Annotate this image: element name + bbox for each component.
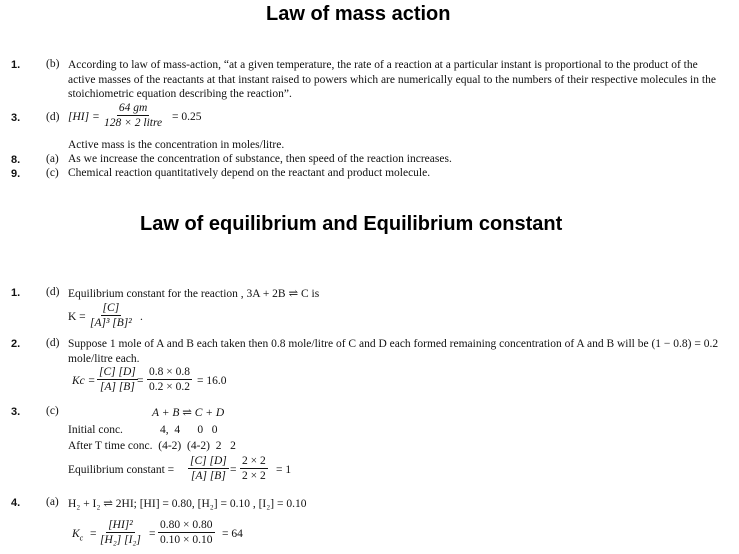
row-after-time: After T time conc. (4-2) (4-2) 2 2 <box>68 440 236 452</box>
result: = 0.25 <box>172 111 202 123</box>
denominator: [H₂] [I₂] <box>100 534 141 547</box>
answer-option: (d) <box>46 286 60 298</box>
answer-explanation: Suppose 1 mole of A and B each taken then 0.8 mole/litre of C and D each formed remaining concentration of A and B will be (1 − 0.8) = 0.2 mole/litre each. <box>68 338 719 365</box>
answer-explanation: Chemical reaction quantitatively depend on the reactant and product molecule. <box>68 167 431 179</box>
question-number: 9. <box>11 168 21 180</box>
equals-sign: = <box>90 528 97 540</box>
result: = 64 <box>222 528 243 540</box>
denominator: 0.10 × 0.10 <box>160 534 213 547</box>
row-values: 4, 4 0 0 <box>160 424 218 436</box>
numerator: 2 × 2 <box>240 455 268 469</box>
fraction <box>98 519 143 546</box>
equals-sign: = <box>230 464 237 476</box>
answer-explanation: Equilibrium constant for the reaction , 3A + 2B ⇌ C is <box>68 288 320 300</box>
question-number: 3. <box>11 406 21 418</box>
section-title-equilibrium: Law of equilibrium and Equilibrium constant <box>140 213 563 235</box>
numerator: [C] [D] <box>188 455 229 469</box>
answer-explanation: As we increase the concentration of substance, then speed of the reaction increases. <box>68 153 452 165</box>
equation-lhs: Kc = <box>72 375 96 387</box>
answer-option: (a) <box>46 153 59 165</box>
numerator: [HI]² <box>106 519 135 533</box>
numerator: [C] <box>101 302 122 316</box>
kc-symbol: K <box>72 528 80 540</box>
denominator: [A]³ [B]² <box>90 317 132 330</box>
question-number: 2. <box>11 338 21 350</box>
answer-option: (a) <box>46 496 59 508</box>
question-number: 1. <box>11 59 21 71</box>
equation-lhs: [HI] = <box>68 111 100 123</box>
equation-lhs <box>72 528 84 543</box>
answer-option: (c) <box>46 405 59 417</box>
equation-lhs: Equilibrium constant = <box>68 464 175 476</box>
numerator: [C] [D] <box>97 366 138 380</box>
answer-explanation: H₂ + I₂ ⇌ 2HI; [HI] = 0.80, [H₂] = 0.10 , [I₂] = 0.10 <box>68 498 307 510</box>
answer-option: (d) <box>46 337 60 349</box>
question-number: 1. <box>11 287 21 299</box>
numerator: 64 gm <box>117 102 149 116</box>
denominator: 2 × 2 <box>242 470 266 483</box>
question-number: 3. <box>11 112 21 124</box>
denominator: 0.2 × 0.2 <box>149 381 190 394</box>
numerator: 0.8 × 0.8 <box>147 366 192 380</box>
answer-option: (c) <box>46 167 59 179</box>
equation-lhs: K = <box>68 311 86 323</box>
result: = 16.0 <box>197 375 227 387</box>
kc-subscript: c <box>79 533 84 543</box>
fraction <box>147 366 192 393</box>
fraction <box>97 366 138 393</box>
punctuation: . <box>140 311 143 323</box>
section-title-mass-action: Law of mass action <box>266 3 451 25</box>
answer-explanation: According to law of mass-action, “at a given temperature, the rate of a reaction at a particular instant is proportional to the product of the active masses of the reactants at that instant raised to powers which are numerically equal to the numbers of their respective molecules in the stoichiometric equation describing the reaction”. <box>68 59 716 100</box>
answer-option: (b) <box>46 58 60 70</box>
numerator: 0.80 × 0.80 <box>158 519 215 533</box>
equals-sign: = <box>137 375 144 387</box>
reaction-equation: A + B ⇌ C + D <box>152 407 225 419</box>
denominator: 128 × 2 litre <box>104 117 163 130</box>
fraction <box>158 519 215 546</box>
row-label: Initial conc. <box>68 424 123 436</box>
denominator: [A] [B] <box>190 470 226 483</box>
fraction <box>102 102 164 129</box>
answer-option: (d) <box>46 111 60 123</box>
fraction <box>188 455 229 482</box>
question-number: 8. <box>11 154 21 166</box>
equals-sign: = <box>149 528 156 540</box>
note-text: Active mass is the concentration in moles/litre. <box>68 139 285 151</box>
denominator: [A] [B] <box>99 381 135 394</box>
result: = 1 <box>276 464 292 476</box>
fraction <box>88 302 134 329</box>
fraction <box>240 455 268 482</box>
question-number: 4. <box>11 497 21 509</box>
